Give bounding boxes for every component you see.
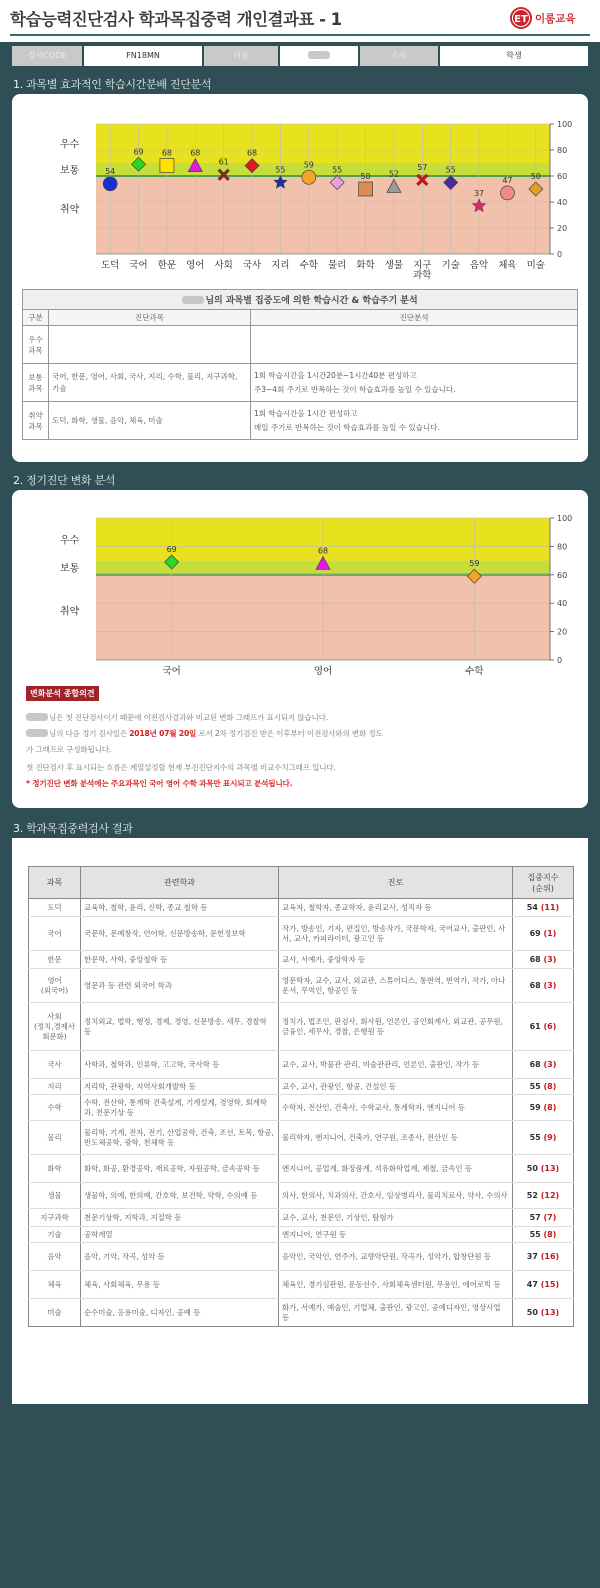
- x-tick-label: 사회: [214, 260, 233, 271]
- x-tick-label: 화학: [356, 260, 375, 271]
- info-row: [12, 46, 588, 66]
- score-cell: [513, 1271, 574, 1299]
- data-point-marker: [160, 159, 174, 173]
- x-tick-label: 수학: [299, 260, 318, 271]
- section3-title: 3. 학과목집중력검사 결과: [13, 822, 133, 835]
- score-cell: [513, 1155, 574, 1183]
- x-tick-label: 과학: [413, 270, 432, 281]
- level-label: 우수: [60, 535, 80, 547]
- career-cell: 엔지니어, 연구원 등: [279, 1227, 513, 1243]
- dept-cell: 물리학, 기계, 전자, 전기, 산업공학, 건축, 조선, 토목, 항공, 반도체공학, 광학, 천체학 등: [81, 1121, 279, 1155]
- dept-cell: 공학계열: [81, 1227, 279, 1243]
- data-label: 57: [417, 162, 428, 172]
- career-cell: 영문학자, 교수, 교사, 외교관, 스튜어디스, 통번역, 번역가, 작가, 아나운서, 무역인, 항공인 등: [279, 969, 513, 1003]
- data-point-marker: [302, 170, 316, 184]
- level-cell: 취약과목: [23, 402, 49, 440]
- dept-cell: 체육, 사회체육, 무용 등: [81, 1271, 279, 1299]
- svg-text:ET: ET: [514, 14, 528, 25]
- table-row: [29, 1155, 574, 1183]
- subjects-cell: 도덕, 화학, 생물, 음악, 체육, 미술: [49, 402, 251, 440]
- x-tick-label: 기술: [441, 260, 460, 271]
- data-label: 55: [332, 165, 343, 175]
- section2-title: 2. 정기진단 변화 분석: [13, 474, 116, 487]
- score-value: 55: [529, 1132, 541, 1142]
- score-value: 55: [529, 1229, 541, 1239]
- table-row: [29, 1243, 574, 1271]
- section2-panel: [12, 490, 588, 808]
- x-tick-label: 도덕: [101, 260, 120, 271]
- score-value: 47: [526, 1279, 538, 1289]
- score-value: 37: [526, 1251, 538, 1261]
- data-label: 69: [133, 147, 144, 157]
- col-career-header: 진로: [279, 867, 513, 899]
- subject-cell: 미술: [29, 1299, 81, 1327]
- subject-cell: 기술: [29, 1227, 81, 1243]
- subject-cell: 사회 (정치,경제사회문화): [29, 1003, 81, 1051]
- name-value: [280, 46, 360, 66]
- level-label: 보통: [60, 563, 80, 575]
- periodic-change-chart: [12, 490, 588, 680]
- name-label: 이름: [204, 46, 280, 66]
- dept-cell: 사학과, 철학과, 인류학, 고고학, 국사학 등: [81, 1051, 279, 1079]
- score-value: 68: [529, 954, 541, 964]
- rank-value: (13): [540, 1307, 560, 1317]
- data-label: 68: [161, 148, 173, 158]
- table-row: [29, 969, 574, 1003]
- data-label: 54: [105, 166, 116, 176]
- career-cell: 의사, 한의사, 치과의사, 간호사, 임상병리사, 물리치료사, 약사, 수의사: [279, 1183, 513, 1209]
- data-label: 52: [388, 169, 400, 179]
- table-row: [29, 951, 574, 969]
- table-row: [29, 1079, 574, 1095]
- rank-value: (6): [543, 1021, 557, 1031]
- code-value: FN18MN: [84, 46, 204, 66]
- data-label: 47: [502, 175, 513, 185]
- dept-cell: 지리학, 관광학, 지역사회개발학 등: [81, 1079, 279, 1095]
- x-tick-label: 영어: [186, 260, 205, 271]
- score-value: 59: [529, 1102, 541, 1112]
- table-row: [29, 1299, 574, 1327]
- x-tick-label: 영어: [313, 666, 333, 677]
- career-cell: 교육자, 철학자, 종교학자, 윤리교사, 성직자 등: [279, 899, 513, 917]
- level-cell: 우수과목: [23, 326, 49, 364]
- analysis-table-caption: 님의 과목별 집중도에 의한 학습시간 & 학습주기 분석: [23, 290, 578, 310]
- career-cell: 음악인, 국악인, 연주가, 교향악단원, 작곡가, 성악가, 합창단원 등: [279, 1243, 513, 1271]
- rank-value: (1): [543, 928, 557, 938]
- career-cell: 작가, 방송인, 기자, 편집인, 방송작가, 국문학자, 국어교사, 출판인, 사서, 교사, 카피라이터, 광고인 등: [279, 917, 513, 951]
- rank-value: (13): [540, 1163, 560, 1173]
- redacted-name: [308, 51, 330, 59]
- subject-cell: 국어: [29, 917, 81, 951]
- rank-value: (3): [543, 980, 557, 990]
- table-row: [29, 1095, 574, 1121]
- x-tick-label: 음악: [469, 260, 489, 271]
- career-cell: 교수, 교사, 천문인, 기상인, 탐험가: [279, 1209, 513, 1227]
- subjects-cell: 국어, 한문, 영어, 사회, 국사, 지리, 수학, 물리, 지구과학, 기술: [49, 364, 251, 402]
- x-tick-label: 한문: [157, 260, 177, 271]
- affiliation-label: 소속: [360, 46, 440, 66]
- score-value: 50: [526, 1163, 538, 1173]
- score-cell: [513, 969, 574, 1003]
- data-label: 68: [246, 148, 258, 158]
- data-label: 61: [218, 157, 229, 167]
- rank-value: (3): [543, 1059, 557, 1069]
- table-row: [29, 1003, 574, 1051]
- x-tick-label: 국어: [129, 260, 148, 271]
- weak-band: [96, 176, 550, 254]
- x-tick-label: 지리: [271, 260, 290, 271]
- rank-value: (8): [543, 1229, 557, 1239]
- table-row: [29, 1271, 574, 1299]
- score-cell: [513, 951, 574, 969]
- score-value: 57: [529, 1212, 541, 1222]
- subject-cell: 도덕: [29, 899, 81, 917]
- subject-cell: 음악: [29, 1243, 81, 1271]
- career-cell: 교수, 교사, 관광인, 항공, 건설인 등: [279, 1079, 513, 1095]
- score-cell: [513, 917, 574, 951]
- x-tick-label: 국사: [242, 260, 262, 271]
- y-tick-label: 20: [557, 627, 568, 637]
- data-label: 50: [360, 172, 371, 181]
- score-value: 50: [526, 1307, 538, 1317]
- rank-value: (8): [543, 1081, 557, 1091]
- rank-value: (8): [543, 1102, 557, 1112]
- analysis-cell: [251, 326, 578, 364]
- data-label: 68: [190, 148, 201, 158]
- x-tick-label: 국어: [162, 666, 181, 677]
- data-point-marker: [359, 182, 373, 196]
- score-cell: [513, 1183, 574, 1209]
- col-score-header: 집중지수 (순위): [513, 867, 574, 899]
- affiliation-value: 학생: [440, 46, 588, 66]
- company-logo: [508, 5, 590, 31]
- data-label: 50: [530, 172, 541, 181]
- career-cell: 체육인, 경기심판원, 운동선수, 사회체육센터원, 무용인, 에어로빅 등: [279, 1271, 513, 1299]
- career-cell: 엔지니어, 공업계, 화장품계, 석유화학업계, 제철, 금속인 등: [279, 1155, 513, 1183]
- score-cell: [513, 1299, 574, 1327]
- subject-cell: 지리: [29, 1079, 81, 1095]
- rank-value: (15): [540, 1279, 560, 1289]
- x-tick-label: 미술: [526, 260, 545, 271]
- subject-cell: 한문: [29, 951, 81, 969]
- level-label: 취약: [60, 606, 80, 618]
- dept-cell: 화학, 화공, 환경공학, 재료공학, 자원공학, 금속공학 등: [81, 1155, 279, 1183]
- subject-cell: 화학: [29, 1155, 81, 1183]
- dept-cell: 수학, 전산학, 통계학 건축설계, 기계설계, 경영학, 회계학과, 천문기상 등: [81, 1095, 279, 1121]
- rank-value: (7): [543, 1212, 557, 1222]
- score-cell: [513, 1095, 574, 1121]
- score-cell: [513, 1243, 574, 1271]
- y-tick-label: 80: [557, 542, 568, 552]
- data-label: 59: [303, 160, 314, 170]
- col-level-header: 구분: [23, 310, 49, 326]
- table-row: [29, 1051, 574, 1079]
- comment-line-4: 첫 진단검사 후 표시되는 흐름은 계열설정할 현재 부진진단지수의 과목별 비교수치그래프 입니다.: [26, 763, 336, 772]
- redacted-name: [26, 729, 48, 737]
- table-row: [29, 1209, 574, 1227]
- code-label: 검사CODE: [12, 46, 84, 66]
- logo-text: 이룸교육: [535, 13, 576, 25]
- x-tick-label: 생물: [384, 260, 404, 271]
- data-label: 37: [473, 188, 485, 198]
- data-point-marker: [103, 177, 117, 191]
- career-cell: 수학자, 전산인, 건축사, 수학교사, 통계학자, 엔지니어 등: [279, 1095, 513, 1121]
- score-value: 68: [529, 980, 541, 990]
- dept-cell: 영문과 등 관련 외국어 학과: [81, 969, 279, 1003]
- x-tick-label: 물리: [328, 260, 347, 271]
- score-value: 55: [529, 1081, 541, 1091]
- y-tick-label: 60: [557, 172, 568, 181]
- y-tick-label: 60: [557, 570, 568, 580]
- header: [0, 0, 600, 42]
- level-label: 취약: [60, 204, 80, 216]
- table-row: [29, 917, 574, 951]
- comment-line-1: 님은 첫 진단검사이기 때문에 이전검사결과와 비교된 변화 그래프가 표시되지 않습니다.: [26, 712, 328, 723]
- subjects-cell: [49, 326, 251, 364]
- y-tick-label: 100: [557, 120, 573, 129]
- score-value: 52: [526, 1190, 538, 1200]
- section1-panel: [12, 94, 588, 462]
- subject-cell: 영어 (외국어): [29, 969, 81, 1003]
- table-row: [29, 1227, 574, 1243]
- data-label: 69: [166, 545, 177, 555]
- redacted-name: [182, 296, 204, 304]
- data-point-marker: [500, 186, 514, 200]
- y-tick-label: 100: [557, 514, 573, 523]
- redacted-name: [26, 713, 48, 721]
- subject-cell: 지구과학: [29, 1209, 81, 1227]
- comment-line-5: * 정기진단 변화 분석에는 주요과목인 국어 영어 수학 과목만 표시되고 분석됩니다.: [26, 779, 293, 788]
- career-cell: 교사, 서예가, 중앙학자 등: [279, 951, 513, 969]
- rank-value: (11): [540, 902, 560, 912]
- subject-cell: 체육: [29, 1271, 81, 1299]
- score-cell: [513, 1121, 574, 1155]
- rank-value: (9): [543, 1132, 557, 1142]
- rank-value: (12): [540, 1190, 560, 1200]
- summary-opinion-badge: 변화분석 종합의견: [26, 686, 99, 701]
- data-label: 55: [275, 165, 286, 175]
- score-cell: [513, 899, 574, 917]
- dept-cell: 국문학, 문예창작, 언어학, 신문방송학, 문헌정보학: [81, 917, 279, 951]
- x-tick-label: 체육: [498, 260, 517, 271]
- section1-title: 1. 과목별 효과적인 학습시간분배 진단분석: [13, 78, 212, 91]
- col-subjects-header: 진단과목: [49, 310, 251, 326]
- dept-cell: 교육학, 철학, 윤리, 신학, 종교 철학 등: [81, 899, 279, 917]
- score-value: 68: [529, 1059, 541, 1069]
- level-label: 우수: [60, 139, 80, 151]
- rank-value: (16): [540, 1251, 560, 1261]
- score-value: 69: [529, 928, 541, 938]
- score-value: 54: [526, 902, 538, 912]
- x-tick-label: 지구: [413, 260, 432, 271]
- dept-cell: 생물학, 의예, 한의예, 간호학, 보건학, 약학, 수의예 등: [81, 1183, 279, 1209]
- level-label: 보통: [60, 165, 80, 177]
- analysis-table: [22, 289, 578, 440]
- col-dept-header: 관련학과: [81, 867, 279, 899]
- analysis-cell: 1회 학습시간을 1시간 편성하고 매일 주기로 반복하는 것이 학습효과를 높일 수 있습니다.: [251, 402, 578, 440]
- career-cell: 화가, 서예가, 예술인, 기업체, 출판인, 광고인, 공예디자인, 영상사업 등: [279, 1299, 513, 1327]
- comment-line-2: 님의 다음 정기 검사일은 2018년 07월 20일 로서 2차 정기검진 받은 이후부터 이전검사와의 변화 정도: [26, 728, 383, 739]
- career-cell: 물리학자, 엔지니어, 건축가, 연구원, 조종사, 전산인 등: [279, 1121, 513, 1155]
- dept-cell: 정치외교, 법학, 행정, 경제, 경영, 신문방송, 세무, 경찰학 등: [81, 1003, 279, 1051]
- next-exam-date: 2018년 07월 20일: [129, 729, 197, 738]
- y-tick-label: 20: [557, 224, 568, 233]
- y-tick-label: 40: [557, 599, 568, 609]
- level-cell: 보통과목: [23, 364, 49, 402]
- score-cell: [513, 1003, 574, 1051]
- data-label: 59: [469, 559, 480, 569]
- concentration-results-table: [28, 866, 574, 1327]
- rank-value: (3): [543, 954, 557, 964]
- dept-cell: 한문학, 사학, 중앙철학 등: [81, 951, 279, 969]
- subject-cell: 생물: [29, 1183, 81, 1209]
- score-cell: [513, 1209, 574, 1227]
- y-tick-label: 0: [557, 250, 563, 259]
- section3-panel: [12, 838, 588, 1404]
- comment-line-3: 가 그래프로 구성화됩니다.: [26, 745, 112, 754]
- dept-cell: 음악, 기악, 작곡, 성악 등: [81, 1243, 279, 1271]
- col-analysis-header: 진단분석: [251, 310, 578, 326]
- page-title: 학습능력진단검사 학과목집중력 개인결과표 - 1: [10, 10, 342, 29]
- score-cell: [513, 1051, 574, 1079]
- data-label: 55: [445, 165, 456, 175]
- y-tick-label: 80: [557, 146, 568, 155]
- subject-concentration-chart: [12, 94, 588, 284]
- data-label: 68: [317, 546, 329, 556]
- analysis-cell: 1회 학습시간을 1시간20분~1시간40분 편성하고 주3~4회 주기로 반복하는 것이 학습효과를 높일 수 있습니다.: [251, 364, 578, 402]
- score-cell: [513, 1227, 574, 1243]
- y-tick-label: 40: [557, 198, 568, 207]
- table-row: [29, 1183, 574, 1209]
- subject-cell: 국사: [29, 1051, 81, 1079]
- col-subject-header: 과목: [29, 867, 81, 899]
- x-tick-label: 수학: [465, 666, 484, 677]
- table-row: [29, 899, 574, 917]
- dept-cell: 천문기상학, 지학과, 지질학 등: [81, 1209, 279, 1227]
- career-cell: 교수, 교사, 박물관 관리, 미술관관리, 언론인, 출판인, 작가 등: [279, 1051, 513, 1079]
- score-value: 61: [529, 1021, 541, 1031]
- y-tick-label: 0: [557, 656, 563, 665]
- title-divider: [10, 34, 590, 36]
- career-cell: 정치가, 법조인, 판검사, 회사원, 언론인, 공인회계사, 외교관, 공무원, 금융인, 세무사, 경찰, 은행원 등: [279, 1003, 513, 1051]
- subject-cell: 수학: [29, 1095, 81, 1121]
- subject-cell: 물리: [29, 1121, 81, 1155]
- table-row: [29, 1121, 574, 1155]
- score-cell: [513, 1079, 574, 1095]
- dept-cell: 순수미술, 응용미술, 디자인, 공예 등: [81, 1299, 279, 1327]
